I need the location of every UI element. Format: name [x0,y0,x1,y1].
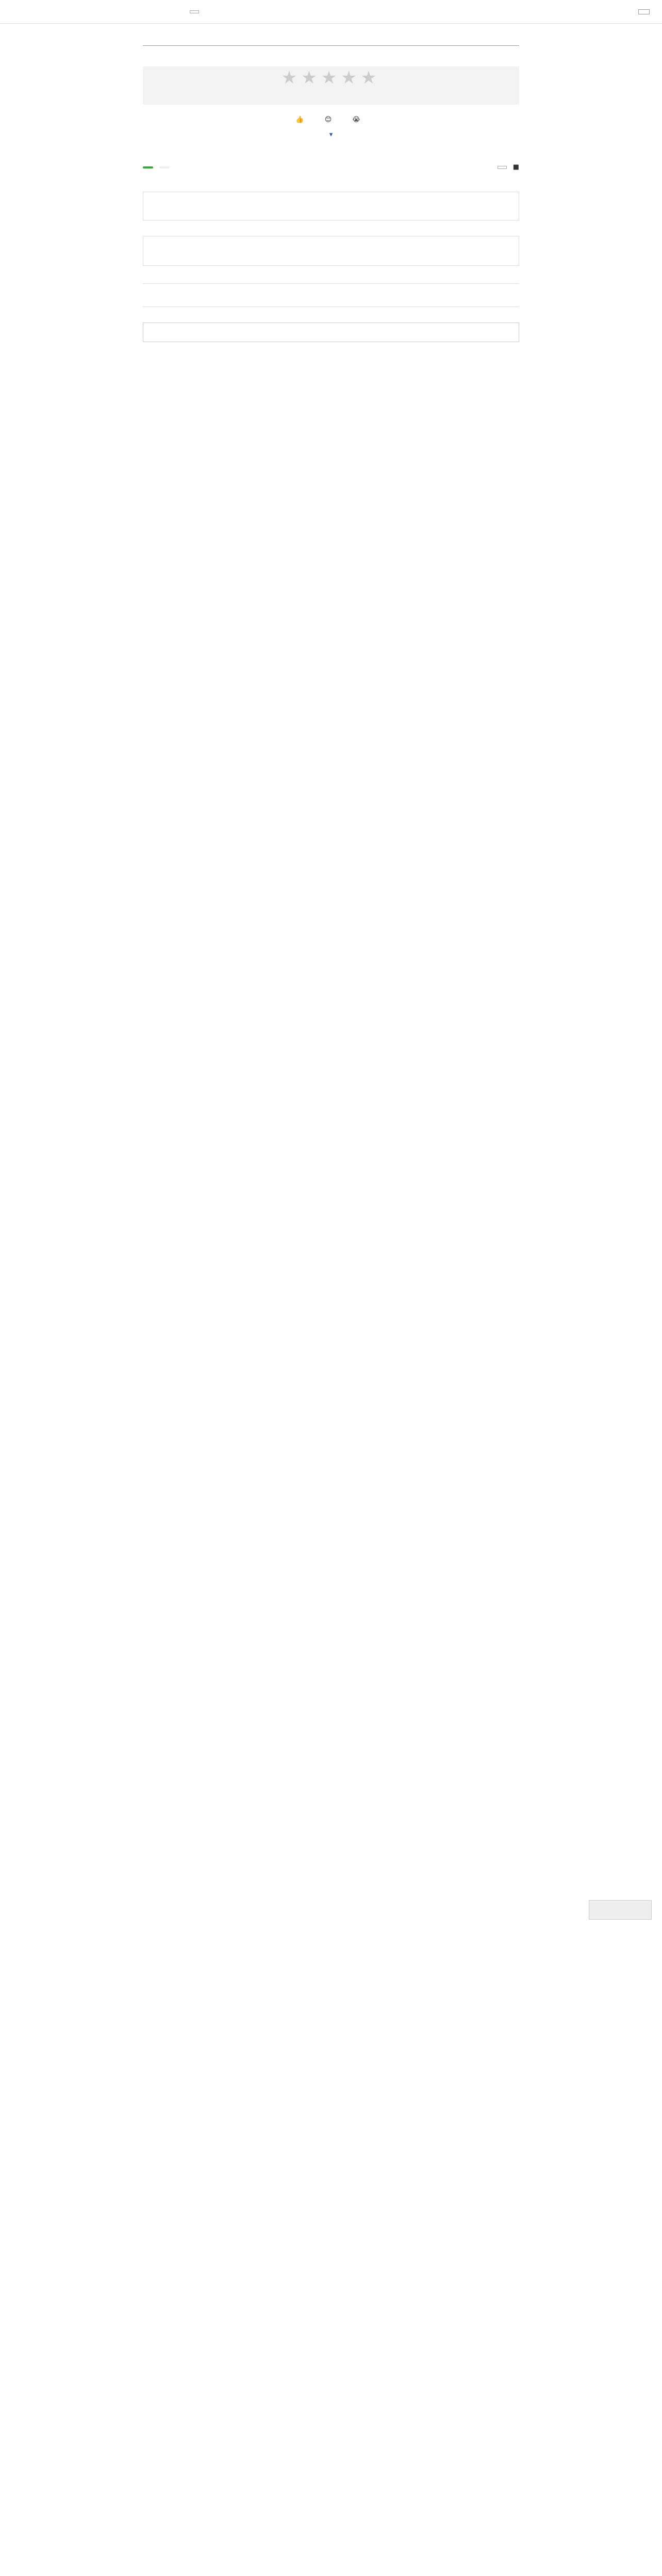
bookmark-icon: ■ [512,163,519,171]
impressions-box [143,192,519,221]
status-badge[interactable] [143,166,153,168]
star-icon[interactable]: ★ [360,67,381,88]
main-content [143,45,519,374]
afterword-divider [143,45,519,46]
footer-links [143,283,519,307]
site-header [0,0,662,24]
bottom-bar [143,163,519,171]
share-badge[interactable] [159,166,170,168]
header-nav [144,10,199,13]
reaction-cry[interactable] [349,116,369,124]
reaction-thumbs-up[interactable] [292,116,315,124]
footer-bottom [143,366,519,374]
bookmark-button[interactable] [498,166,507,169]
settings-button[interactable] [638,9,650,14]
bookmark-button[interactable] [190,10,199,13]
star-icon[interactable]: ★ [341,67,361,88]
chevron-down-icon: ▾ [329,131,333,139]
thumbs-up-icon: 👍 [295,116,304,124]
star-icon[interactable]: ★ [301,67,321,88]
smile-icon: 😊 [324,116,332,124]
star-icon[interactable]: ★ [281,67,302,88]
rating-box [143,66,519,105]
reaction-bar [143,116,519,124]
page-top-button[interactable] [589,1900,652,1920]
cry-icon: 😭 [352,116,360,124]
reaction-smile[interactable] [322,116,343,124]
star-icon[interactable]: ★ [321,67,341,88]
write-impression-button[interactable] [143,236,519,266]
bookmark-link[interactable] [513,163,519,171]
write-impression-link[interactable] [143,131,519,139]
legal-notice [143,323,519,342]
rating-stars[interactable] [143,66,519,88]
